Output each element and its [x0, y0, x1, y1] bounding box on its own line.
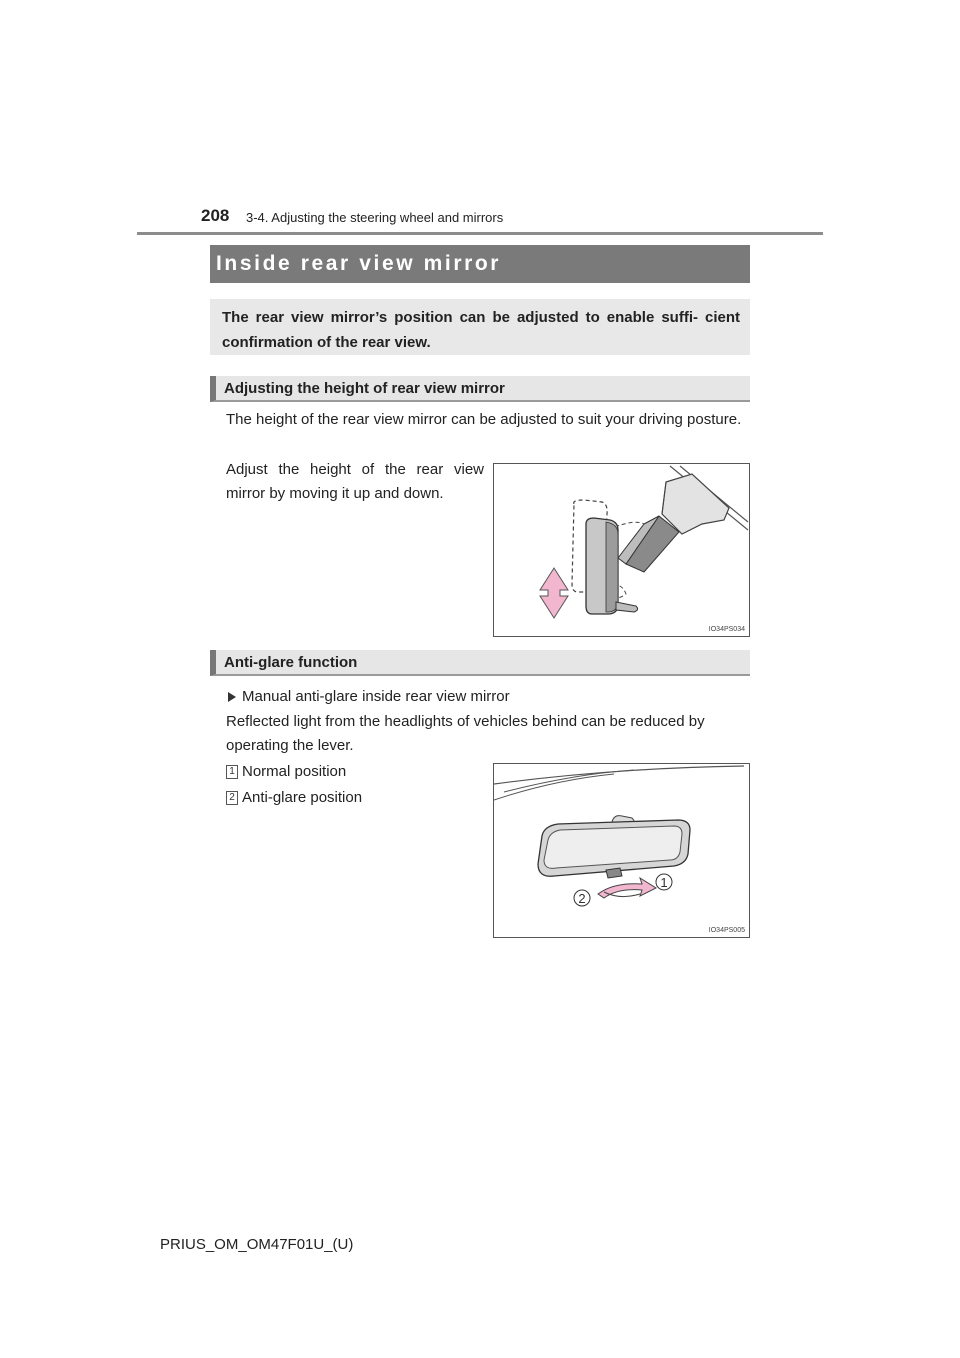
callout-1: 1 [660, 875, 668, 890]
antiglare-heading-text: Anti-glare function [224, 653, 358, 671]
page-number: 208 [201, 206, 230, 225]
height-section-heading [210, 376, 750, 402]
height-instruction: Adjust the height of the rear view mirror by moving it up and down. [226, 461, 484, 502]
list-item [226, 760, 346, 784]
page-title-bar [210, 245, 750, 283]
antiglare-description: Reflected light from the headlights of vehicles behind can be reduced by operating the lever. [226, 713, 705, 754]
antiglare-section-heading [210, 650, 750, 676]
list-item [226, 786, 362, 810]
height-description: The height of the rear view mirror can be adjusted to suit your driving posture. [226, 411, 742, 428]
item-label: Anti-glare position [242, 789, 363, 806]
section-breadcrumb: 3-4. Adjusting the steering wheel and mirrors [246, 210, 504, 225]
item-number: 1 [226, 765, 238, 779]
header-divider [137, 232, 823, 235]
antiglare-bullet [226, 685, 746, 709]
antiglare-illustration [494, 764, 749, 937]
item-label: Normal position [242, 763, 347, 780]
mirror-height-illustration [494, 464, 749, 636]
antiglare-figure [493, 763, 750, 938]
item-number: 2 [226, 791, 238, 805]
mirror-height-figure [493, 463, 750, 637]
figure-code: IO34PS005 [708, 927, 745, 934]
triangle-bullet-icon [226, 690, 238, 704]
height-heading-text: Adjusting the height of rear view mirror [224, 379, 505, 397]
document-footer: PRIUS_OM_OM47F01U_(U) [160, 1236, 354, 1253]
figure-code: IO34PS034 [708, 626, 745, 633]
page-title: Inside rear view mirror [216, 252, 502, 275]
bullet-text: Manual anti-glare inside rear view mirror [242, 688, 510, 705]
callout-2: 2 [578, 891, 586, 906]
intro-summary: The rear view mirror’s position can be adjusted to enable suffi- cient confirmation of the rear view. [210, 299, 750, 355]
